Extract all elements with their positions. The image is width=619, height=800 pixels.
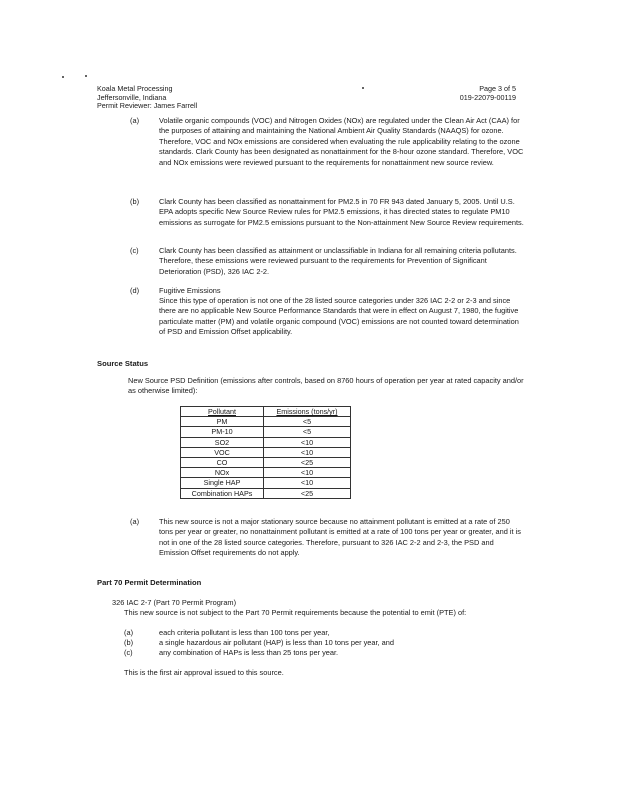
table-cell-emissions: <25 [264,458,351,468]
list-marker: (c) [124,648,133,657]
table-row [181,468,351,478]
part70-heading: Part 70 Permit Determination [97,578,202,587]
table-cell-emissions: <10 [264,437,351,447]
table-cell-pollutant: PM [181,417,264,427]
list-marker: (b) [124,638,134,647]
source-status-heading: Source Status [97,359,149,368]
header-company: Koala Metal Processing [97,84,173,93]
item-d-title: Fugitive Emissions [159,286,221,295]
list-item: each criteria pollutant is less than 100 tons per year, [159,628,330,637]
header-left [97,85,197,111]
item-b-text: Clark County has been classified as nonattainment for PM2.5 in 70 FR 943 dated January 5, 2005. Until U.S. EPA adopts specific New Source Review rules for PM2.5 emissions, it has directed states to regulate PM10 emissions as surrogate for PM2.5 emissions pursuant to the Non-attainment New Source Review requirements. [159,197,524,227]
table-header-emissions: Emissions (tons/yr) [264,407,351,417]
table-row [181,437,351,447]
table-cell-pollutant: SO2 [181,437,264,447]
table-cell-pollutant: VOC [181,447,264,457]
table-row [181,478,351,488]
table-row [181,488,351,498]
table-row [181,447,351,457]
part70-rule: 326 IAC 2-7 (Part 70 Permit Program) [112,598,237,607]
table-cell-emissions: <25 [264,488,351,498]
emissions-table [180,406,351,499]
table-header-pollutant: Pollutant [181,407,264,417]
header-location: Jeffersonville, Indiana [97,92,167,102]
scan-speck [62,76,64,78]
table-cell-emissions: <10 [264,447,351,457]
table-cell-emissions: <10 [264,478,351,488]
table-row [181,427,351,437]
source-status-note: This new source is not a major stationary source because no attainment pollutant is emitted at a rate of 250 tons per year or greater, no nonattainment pollutant is emitted at a rate of 100 tons per year or greater, and it is not in one of the 28 listed source categories. Therefore, pursuant to 326 IAC 2-2 and 2-3, the PSD and Emission Offset requirements do not apply. [159,517,521,558]
item-a-text: Volatile organic compounds (VOC) and Nitrogen Oxides (NOx) are regulated under the Clean Air Act (CAA) for the purposes of attaining and maintaining the National Ambient Air Quality Standards (NAAQS) for ozone. Therefore, VOC and NOx emissions are considered when evaluating the rule applicability relating to the ozone standards. Clark County has been designated as nonattainment for the 8-hour ozone standard. Therefore, VOC and NOx emissions were reviewed pursuant to the requirements for nonattainment new source review. [159,116,524,167]
table-cell-pollutant: Combination HAPs [181,488,264,498]
table-header-row [181,407,351,417]
table-cell-pollutant: CO [181,458,264,468]
scan-speck [85,75,87,77]
header-right [460,85,516,102]
item-c-text: Clark County has been classified as attainment or unclassifiable in Indiana for all remaining criteria pollutants. Therefore, these emissions were reviewed pursuant to the requirements for Prevention of Significant Deterioration (PSD), 326 IAC 2-2. [159,246,517,276]
header-reviewer: Permit Reviewer: James Farrell [97,101,198,111]
table-cell-emissions: <10 [264,468,351,478]
table-cell-emissions: <5 [264,427,351,437]
table-cell-emissions: <5 [264,417,351,427]
list-item: a single hazardous air pollutant (HAP) is less than 10 tons per year, and [159,638,394,647]
table-cell-pollutant: PM-10 [181,427,264,437]
part70-closing: This is the first air approval issued to this source. [124,668,284,677]
table-row [181,458,351,468]
list-item: any combination of HAPs is less than 25 tons per year. [159,648,339,657]
item-marker: (a) [130,116,140,125]
item-marker: (c) [130,246,139,255]
table-cell-pollutant: Single HAP [181,478,264,488]
header-permit-number: 019-22079-00119 [459,92,516,102]
header-page-number: Page 3 of 5 [479,84,516,93]
part70-intro: This new source is not subject to the Part 70 Permit requirements because the potential to emit (PTE) of: [124,608,467,617]
list-marker: (a) [124,628,134,637]
scan-speck [362,87,364,89]
table-cell-pollutant: NOx [181,468,264,478]
note-marker: (a) [130,517,140,526]
source-status-intro: New Source PSD Definition (emissions after controls, based on 8760 hours of operation per year at rated capacity and/or as otherwise limited): [128,376,524,396]
item-marker: (b) [130,197,140,206]
item-d-text: Since this type of operation is not one of the 28 listed source categories under 326 IAC 2-2 or 2-3 and since there are no applicable New Source Performance Standards that were in effect on August 7, 1980, the fugitive particulate matter (PM) and volatile organic compound (VOC) emissions are not counted toward determination of PSD and Emission Offset applicability. [159,296,519,337]
item-marker: (d) [130,286,140,295]
table-row [181,417,351,427]
